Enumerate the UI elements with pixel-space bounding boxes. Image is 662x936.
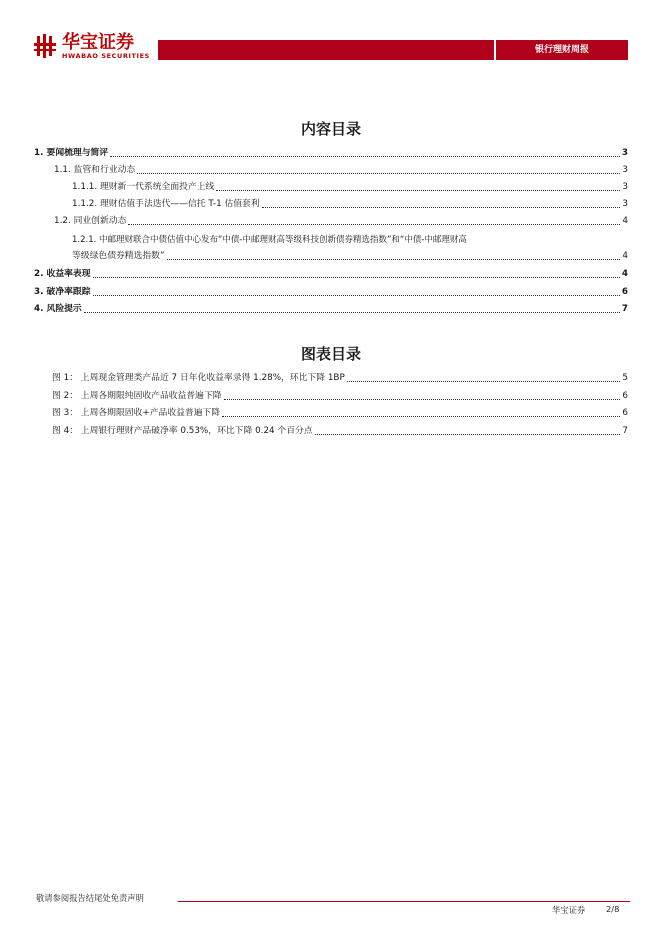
toc-entry-text-line1[interactable]: 1.2.1. 中邮理财联合中债估值中心发布“中债-中邮理财高等级科技创新债券精选指数”和“中债-中邮理财高 — [72, 235, 467, 245]
toc-entry[interactable] — [72, 250, 628, 262]
toc-entry-page: 3 — [621, 148, 628, 158]
figure-entry[interactable] — [52, 372, 628, 384]
toc-leader — [110, 156, 620, 157]
toc-entry-text: 3. 破净率跟踪 — [34, 287, 91, 297]
toc-entry-text: 1.1.2. 理财估值手法迭代——信托 T-1 估值套利 — [72, 199, 260, 209]
figure-leader — [315, 434, 621, 435]
toc-entry[interactable] — [34, 147, 628, 159]
toc-entry-page: 4 — [621, 269, 628, 279]
report-type-label: 银行理财周报 — [534, 45, 589, 55]
figure-entry[interactable] — [52, 425, 628, 437]
toc-entry-page: 6 — [621, 287, 628, 297]
footer-company: 华宝证券 — [552, 905, 586, 915]
figure-entry-page: 6 — [622, 391, 628, 401]
toc-entry[interactable] — [54, 215, 628, 227]
figure-entry-text: 图 4： 上周银行理财产品破净率 0.53%，环比下降 0.24 个百分点 — [52, 426, 313, 436]
toc-entry-text: 1.1. 监管和行业动态 — [54, 165, 136, 175]
company-logo-icon — [34, 34, 56, 58]
logo-name-en: HWABAO SECURITIES — [62, 52, 150, 60]
toc-entry-text: 1.2. 同业创新动态 — [54, 216, 127, 226]
footer-divider — [178, 901, 630, 902]
toc-leader — [137, 173, 620, 174]
toc-title: 内容目录 — [300, 120, 361, 138]
toc-leader — [128, 224, 620, 225]
figure-entry-text: 图 3： 上周各期限固收+产品收益普遍下降 — [52, 408, 221, 418]
figure-leader — [224, 399, 621, 400]
figure-entry-text: 图 1： 上周现金管理类产品近 7 日年化收益率录得 1.28%，环比下降 1BP — [52, 373, 345, 383]
toc-entry-page: 3 — [622, 199, 628, 209]
toc-leader — [262, 207, 621, 208]
toc-entry[interactable] — [72, 181, 628, 193]
figure-leader — [222, 416, 620, 417]
logo-name-cn: 华宝证券 — [62, 32, 134, 53]
toc-entry-text: 2. 收益率表现 — [34, 269, 91, 279]
toc-entry-text: 等级绿色债券精选指数” — [72, 251, 165, 261]
figure-entry[interactable] — [52, 407, 628, 419]
figure-entry[interactable] — [52, 390, 628, 402]
toc-entry[interactable] — [72, 198, 628, 210]
figure-entry-page: 7 — [622, 426, 628, 436]
toc-entry[interactable] — [34, 268, 628, 280]
figure-entry-page: 6 — [622, 408, 628, 418]
toc-entry-page: 3 — [622, 182, 628, 192]
toc-leader — [93, 277, 620, 278]
toc-leader — [93, 295, 620, 296]
figure-leader — [347, 381, 621, 382]
toc-leader — [84, 312, 620, 313]
footer-page-number: 2/8 — [606, 904, 620, 914]
figure-entry-text: 图 2： 上周各期限纯固收产品收益普遍下降 — [52, 391, 222, 401]
footer-disclaimer: 敬请参阅报告结尾处免责声明 — [36, 893, 144, 903]
figures-title: 图表目录 — [300, 345, 361, 363]
toc-entry[interactable] — [34, 303, 628, 315]
toc-entry-page: 4 — [622, 216, 628, 226]
toc-entry-page: 7 — [621, 304, 628, 314]
toc-entry-text: 1. 要闻梳理与简评 — [34, 148, 109, 158]
toc-leader — [167, 259, 621, 260]
toc-entry-text: 4. 风险提示 — [34, 304, 82, 314]
toc-entry-page: 3 — [622, 165, 628, 175]
toc-entry-text: 1.1.1. 理财新一代系统全面投产上线 — [72, 182, 215, 192]
toc-leader — [216, 190, 620, 191]
toc-entry[interactable] — [34, 286, 628, 298]
figure-entry-page: 5 — [622, 373, 628, 383]
toc-entry-page: 4 — [622, 251, 628, 261]
toc-entry[interactable] — [54, 164, 628, 176]
